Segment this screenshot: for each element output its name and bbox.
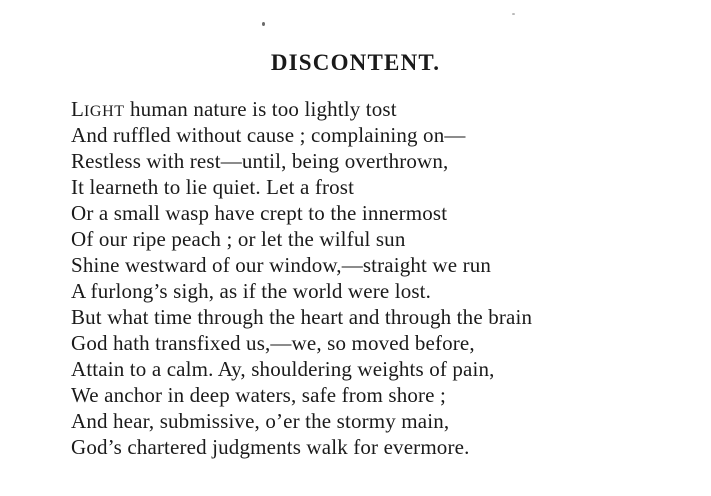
ink-speck <box>512 13 515 15</box>
poem-line: Restless with rest—until, being overthrown, <box>71 149 449 173</box>
poem-title: DISCONTENT. <box>270 50 441 75</box>
poem-line: A furlong’s sigh, as if the world were lost. <box>71 279 432 303</box>
first-word-initial: L <box>71 97 84 121</box>
poem-line: And ruffled without cause ; complaining on— <box>71 123 466 147</box>
poem-line: Shine westward of our window,—straight we run <box>71 253 492 277</box>
poem-line: It learneth to lie quiet. Let a frost <box>71 175 355 199</box>
poem-line: God’s chartered judgments walk for evermore. <box>71 435 470 459</box>
first-line-text: human nature is too lightly tost <box>124 97 397 121</box>
poem-line: Attain to a calm. Ay, shouldering weights of pain, <box>71 357 495 381</box>
poem-line: But what time through the heart and through the brain <box>71 305 533 329</box>
poem-line: And hear, submissive, o’er the stormy main, <box>71 409 450 433</box>
poem-line <box>71 96 701 122</box>
poem-line: Or a small wasp have crept to the innermost <box>71 201 448 225</box>
first-word-smallcaps: IGHT <box>83 103 125 120</box>
ink-speck <box>262 22 265 26</box>
poem-line: We anchor in deep waters, safe from shore ; <box>71 383 447 407</box>
poem-body <box>71 96 701 460</box>
poem-line: God hath transfixed us,—we, so moved before, <box>71 331 475 355</box>
poem-line: Of our ripe peach ; or let the wilful sun <box>71 227 406 251</box>
